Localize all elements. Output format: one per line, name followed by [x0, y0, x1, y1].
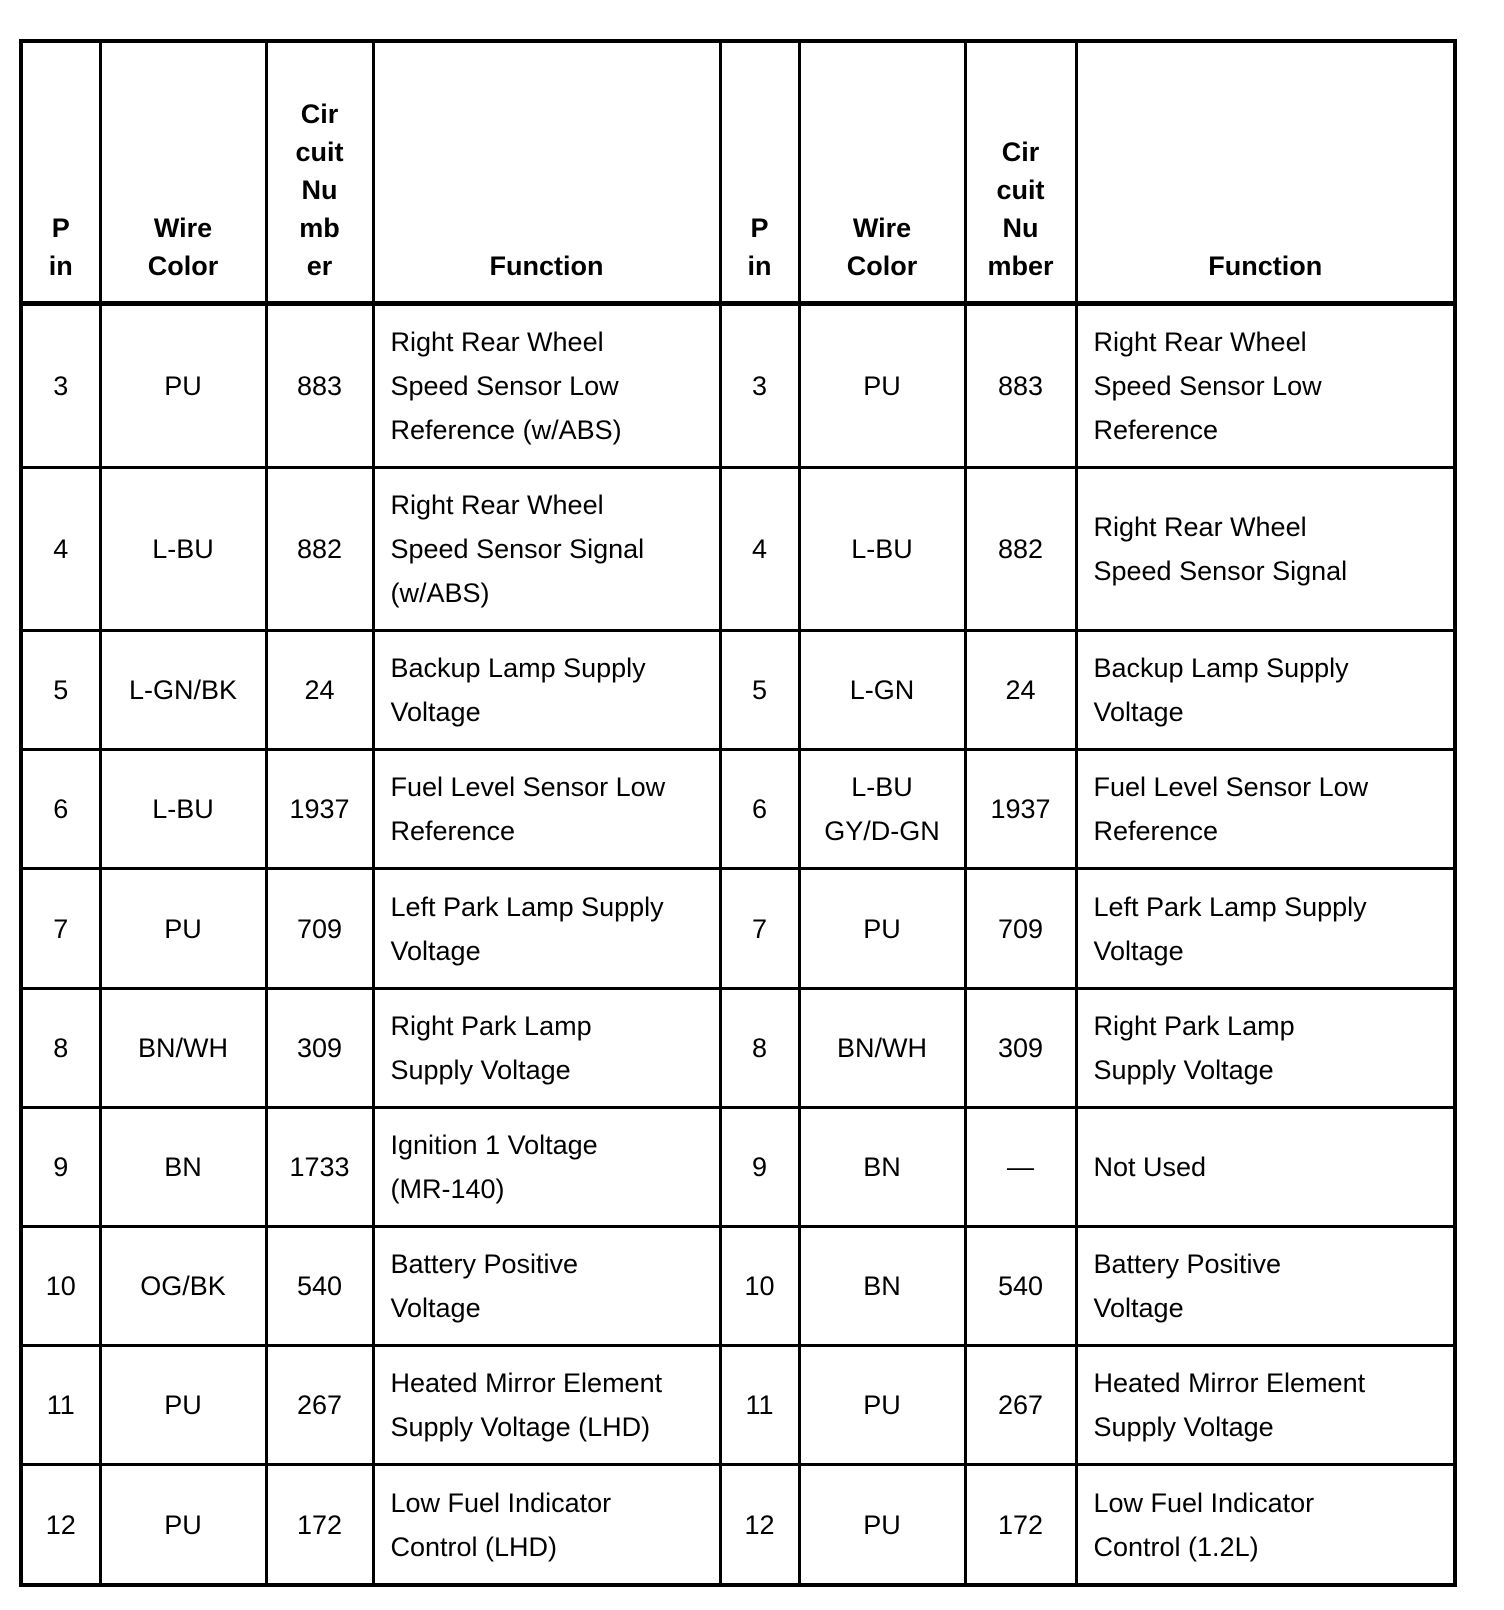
circuit-number-cell: 309: [965, 988, 1076, 1107]
wire-color-cell: BN/WH: [100, 988, 266, 1107]
wire-color-cell: L-BU: [100, 750, 266, 869]
header-text-line: in: [48, 250, 73, 281]
table-row: [21, 988, 1455, 1107]
header-pin-right: [720, 41, 799, 303]
wire-color-cell: BN/WH: [799, 988, 965, 1107]
wire-color-cell: OG/BK: [100, 1226, 266, 1345]
function-text-line: Right Rear Wheel: [390, 490, 604, 520]
function-text-line: Not Used: [1093, 1151, 1207, 1182]
function-text-line: Fuel Level Sensor Low: [1093, 772, 1369, 803]
header-text-line: Cir: [1001, 136, 1040, 167]
pin-cell: 9: [720, 1107, 799, 1226]
circuit-number-cell: —: [965, 1107, 1076, 1226]
header-text-line: Nu: [1002, 212, 1039, 243]
function-text-line: Heated Mirror Element: [1093, 1368, 1366, 1399]
function-text-line: Reference: [1093, 414, 1219, 445]
circuit-number-cell: 1733: [266, 1107, 373, 1226]
pin-cell: 8: [21, 988, 100, 1107]
circuit-number-cell: 1937: [266, 750, 373, 869]
function-text-line: Supply Voltage: [390, 1054, 571, 1085]
function-text-line: Fuel Level Sensor Low: [390, 772, 666, 803]
header-text-line: mber: [987, 250, 1054, 281]
header-text-line: mb: [299, 212, 340, 243]
header-text-line: Wire: [153, 212, 213, 243]
function-text-line: Left Park Lamp Supply: [1093, 891, 1367, 922]
function-text-line: Supply Voltage: [1093, 1412, 1274, 1443]
wire-color-cell: PU: [799, 869, 965, 988]
circuit-number-cell: 709: [266, 869, 373, 988]
header-text-line: P: [51, 212, 70, 243]
function-text-line: Right Rear Wheel: [1093, 512, 1307, 542]
table-row: [21, 631, 1455, 750]
header-pin-left: [21, 41, 100, 303]
header-text-line: er: [306, 250, 333, 281]
function-text-line: Right Rear Wheel: [1093, 326, 1307, 357]
header-text-line: Color: [846, 250, 918, 281]
header-function-left: Function: [373, 41, 720, 303]
circuit-number-cell: 883: [965, 303, 1076, 467]
pin-cell: 5: [21, 631, 100, 750]
pin-cell: 9: [21, 1107, 100, 1226]
circuit-number-cell: 172: [965, 1465, 1076, 1585]
function-text-line: Control (LHD): [390, 1531, 558, 1562]
header-text-line: Cir: [300, 98, 339, 129]
function-cell: [1076, 1465, 1455, 1585]
function-text-line: Reference: [1093, 816, 1219, 847]
function-text-line: Low Fuel Indicator: [1093, 1487, 1315, 1518]
function-text-line: Low Fuel Indicator: [390, 1487, 612, 1518]
function-cell: [373, 1346, 720, 1465]
function-text-line: Right Park Lamp: [390, 1010, 592, 1041]
wire-color-cell: BN: [799, 1226, 965, 1345]
pin-cell: 6: [21, 750, 100, 869]
function-cell: [373, 303, 720, 467]
function-text-line: Speed Sensor Low: [390, 370, 619, 401]
function-text-line: Backup Lamp Supply: [390, 653, 646, 684]
wire-color-cell: L-GN: [799, 631, 965, 750]
function-cell: [1076, 631, 1455, 750]
connector-pinout-table: [19, 39, 1457, 1587]
pin-cell: 6: [720, 750, 799, 869]
function-text-line: Voltage: [390, 697, 481, 728]
function-cell: [1076, 750, 1455, 869]
circuit-number-cell: 540: [266, 1226, 373, 1345]
header-text-line: cuit: [295, 136, 344, 167]
pin-cell: 4: [720, 467, 799, 630]
function-text-line: Heated Mirror Element: [390, 1368, 663, 1399]
function-text-line: Speed Sensor Signal: [1093, 556, 1348, 586]
pin-cell: 7: [720, 869, 799, 988]
header-text-line: Nu: [301, 174, 338, 205]
pin-cell: 3: [21, 303, 100, 467]
header-text-line: in: [747, 250, 772, 281]
header-text-line: cuit: [996, 174, 1045, 205]
header-text-line: Wire: [852, 212, 912, 243]
function-text-line: Supply Voltage: [1093, 1054, 1274, 1085]
wire-color-cell: PU: [799, 1346, 965, 1465]
circuit-number-cell: 1937: [965, 750, 1076, 869]
function-text-line: Battery Positive: [1093, 1249, 1282, 1280]
pin-cell: 5: [720, 631, 799, 750]
table-row: [21, 303, 1455, 467]
function-cell: [373, 869, 720, 988]
wire-color-cell: PU: [799, 1465, 965, 1585]
function-text-line: Battery Positive: [390, 1249, 579, 1280]
wire-color-cell: L-BU: [799, 467, 965, 630]
circuit-number-cell: 172: [266, 1465, 373, 1585]
table-row: [21, 467, 1455, 630]
pin-cell: 11: [720, 1346, 799, 1465]
table-row: [21, 1226, 1455, 1345]
header-row: [21, 41, 1455, 303]
wire-color-cell: PU: [799, 303, 965, 467]
pin-cell: 4: [21, 467, 100, 630]
function-cell: [373, 988, 720, 1107]
table-row: [21, 1346, 1455, 1465]
function-cell: [373, 467, 720, 630]
pin-cell: 3: [720, 303, 799, 467]
table-row: [21, 750, 1455, 869]
function-text-line: Reference: [390, 816, 516, 847]
function-cell: [373, 1465, 720, 1585]
function-text-line: Control (1.2L): [1093, 1531, 1259, 1562]
pin-cell: 8: [720, 988, 799, 1107]
function-text-line: Ignition 1 Voltage: [390, 1129, 598, 1160]
function-cell: [1076, 869, 1455, 988]
function-cell: [1076, 988, 1455, 1107]
wire-color-cell: PU: [100, 869, 266, 988]
function-text-line: Left Park Lamp Supply: [390, 891, 664, 922]
function-cell: [373, 631, 720, 750]
function-cell: [373, 750, 720, 869]
wire-color-cell: PU: [100, 1465, 266, 1585]
pin-cell: 10: [720, 1226, 799, 1345]
header-wire-color-right: [799, 41, 965, 303]
function-text-line: Supply Voltage (LHD): [390, 1412, 651, 1443]
function-text-line: Right Rear Wheel: [390, 326, 604, 357]
function-cell: [1076, 303, 1455, 467]
circuit-number-cell: 24: [965, 631, 1076, 750]
circuit-number-cell: 883: [266, 303, 373, 467]
function-text-line: Speed Sensor Low: [1093, 370, 1322, 401]
pin-cell: 7: [21, 869, 100, 988]
wire-color-cell: PU: [100, 1346, 266, 1465]
header-circuit-number-right: [965, 41, 1076, 303]
function-cell: [1076, 1226, 1455, 1345]
function-text-line: Speed Sensor Signal: [390, 534, 645, 564]
pin-cell: 11: [21, 1346, 100, 1465]
wire-color-cell: L-BU GY/D-GN: [799, 750, 965, 869]
function-text-line: Voltage: [390, 1293, 481, 1324]
header-wire-color-left: [100, 41, 266, 303]
pin-cell: 12: [21, 1465, 100, 1585]
header-text-line: Color: [147, 250, 219, 281]
pin-cell: 12: [720, 1465, 799, 1585]
circuit-number-cell: 309: [266, 988, 373, 1107]
table-row: [21, 1107, 1455, 1226]
function-text-line: Reference (w/ABS): [390, 414, 622, 445]
function-cell: [373, 1226, 720, 1345]
wire-color-cell: BN: [100, 1107, 266, 1226]
circuit-number-cell: 882: [965, 467, 1076, 630]
pin-cell: 10: [21, 1226, 100, 1345]
function-text-line: Right Park Lamp: [1093, 1010, 1295, 1041]
function-cell: [1076, 1107, 1455, 1226]
header-text-line: P: [750, 212, 769, 243]
table-row: [21, 1465, 1455, 1585]
circuit-number-cell: 709: [965, 869, 1076, 988]
wire-color-cell: PU: [100, 303, 266, 467]
function-text-line: (MR-140): [390, 1173, 505, 1204]
circuit-number-cell: 882: [266, 467, 373, 630]
circuit-number-cell: 267: [965, 1346, 1076, 1465]
function-text-line: Voltage: [390, 935, 481, 966]
function-text-line: Voltage: [1093, 697, 1184, 728]
wire-color-cell: BN: [799, 1107, 965, 1226]
function-cell: [1076, 1346, 1455, 1465]
circuit-number-cell: 24: [266, 631, 373, 750]
circuit-number-cell: 267: [266, 1346, 373, 1465]
function-cell: [1076, 467, 1455, 630]
function-cell: [373, 1107, 720, 1226]
wire-color-cell: L-GN/BK: [100, 631, 266, 750]
header-circuit-number-left: [266, 41, 373, 303]
function-text-line: Backup Lamp Supply: [1093, 653, 1349, 684]
wire-color-cell: L-BU: [100, 467, 266, 630]
header-function-right: Function: [1076, 41, 1455, 303]
function-text-line: Voltage: [1093, 1293, 1184, 1324]
function-text-line: Voltage: [1093, 935, 1184, 966]
circuit-number-cell: 540: [965, 1226, 1076, 1345]
function-text-line: (w/ABS): [390, 578, 490, 608]
table-row: [21, 869, 1455, 988]
